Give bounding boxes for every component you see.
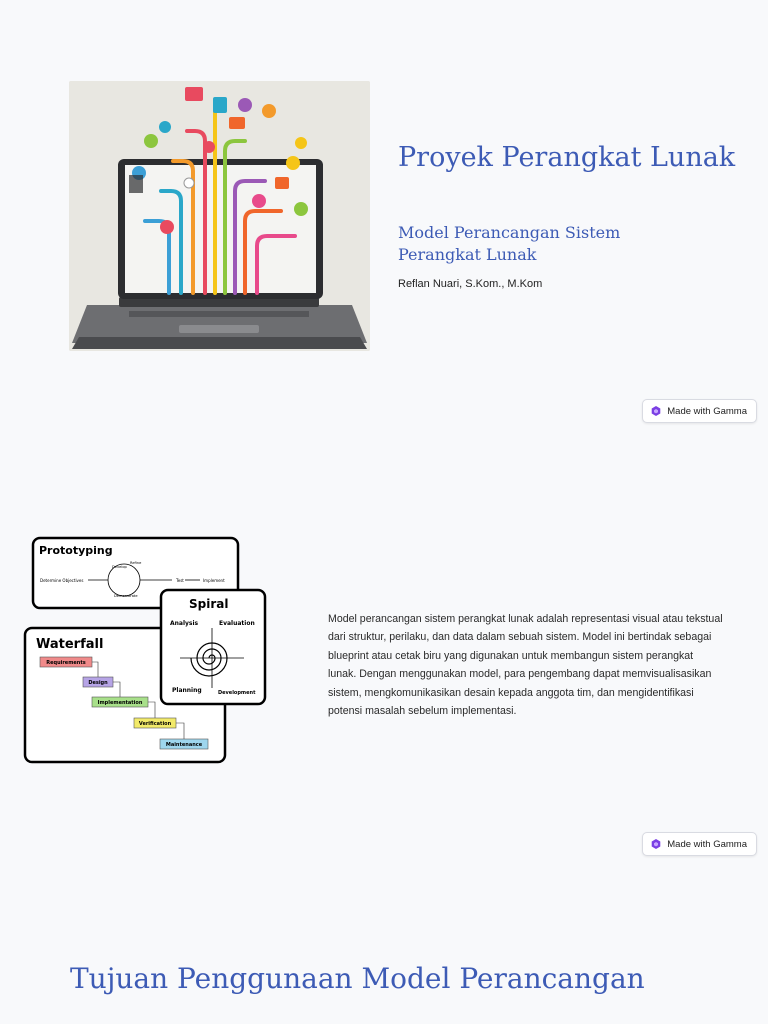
badge-label: Made with Gamma: [667, 838, 747, 850]
waterfall-title: Waterfall: [36, 637, 104, 652]
prototyping-step-5: Test: [176, 578, 184, 583]
prototyping-step-1: Determine Objectives: [40, 578, 84, 583]
prototyping-step-4: Demonstrate: [114, 594, 138, 598]
author-name: Reflan Nuari, S.Kom., M.Kom: [398, 278, 543, 290]
goals-slide: [0, 868, 768, 1024]
prototyping-step-6: Implement: [203, 578, 225, 583]
gamma-logo-icon: [651, 839, 661, 849]
model-slide: [0, 434, 768, 868]
waterfall-step-label: Design: [88, 680, 108, 686]
made-with-gamma-badge[interactable]: [642, 399, 757, 423]
waterfall-step-label: Verification: [138, 721, 172, 727]
gamma-logo-icon: [651, 406, 661, 416]
sdlc-models-diagram: [22, 536, 270, 766]
title-slide: [0, 0, 768, 434]
model-description: Model perancangan sistem perangkat lunak adalah representasi visual atau tekstual dari struktur, perilaku, dan data dalam sebuah sistem. Model ini bertindak sebagai blueprint atau cetak biru yang digunakan untuk membangun sistem perangkat lunak. Dengan menggunakan model, para pengembang dapat memvisualisasikan sistem, mengkomunikasikan desain kepada anggota tim, dan mengidentifikasi potensi masalah sebelum implementasi.: [328, 613, 723, 718]
spiral-quadrant-4: Development: [218, 690, 256, 696]
prototyping-step-3: Refine: [130, 561, 142, 565]
presentation-title: Proyek Perangkat Lunak: [398, 142, 736, 173]
section-title: Tujuan Penggunaan Model Perancangan: [70, 962, 645, 995]
spiral-panel: [161, 590, 265, 704]
spiral-quadrant-3: Planning: [172, 687, 202, 694]
waterfall-step-label: Maintenance: [165, 742, 203, 748]
badge-label: Made with Gamma: [667, 405, 747, 417]
prototyping-step-2: Develop: [112, 565, 127, 569]
spiral-quadrant-2: Evaluation: [219, 620, 255, 627]
waterfall-step-label: Requirements: [46, 660, 86, 666]
spiral-quadrant-1: Analysis: [170, 620, 199, 627]
spiral-title: Spiral: [189, 597, 229, 611]
laptop-illustration: [69, 81, 370, 351]
waterfall-step-label: Implementation: [97, 700, 143, 706]
made-with-gamma-badge[interactable]: [642, 832, 757, 856]
prototyping-title: Prototyping: [39, 544, 113, 557]
presentation-subtitle: Model Perancangan Sistem Perangkat Lunak: [398, 223, 621, 264]
